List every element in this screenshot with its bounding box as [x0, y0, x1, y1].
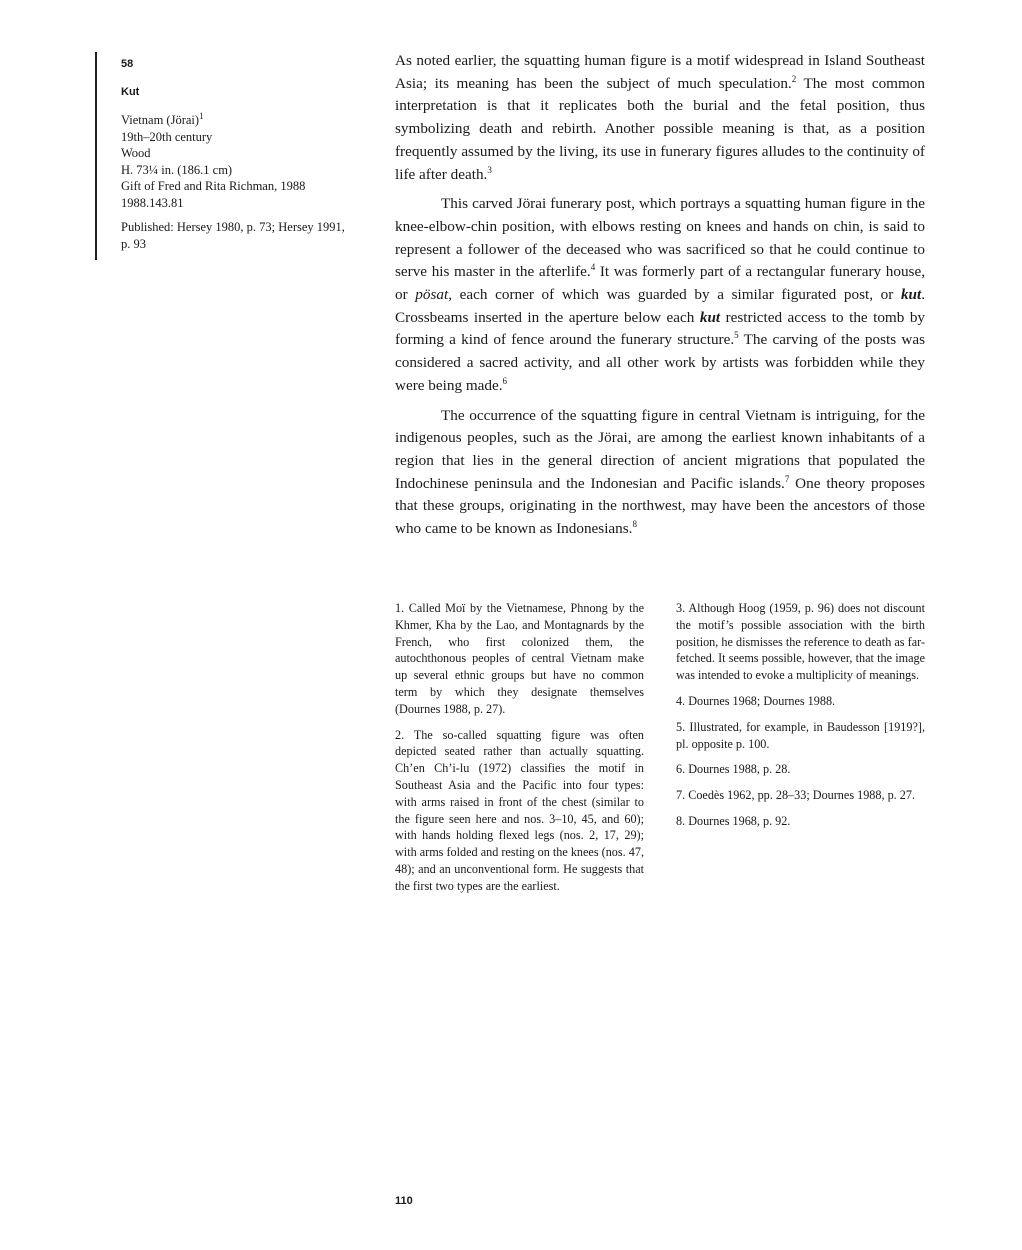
- footnote-2: 2. The so-called squatting figure was often depicted seated rather than actually squatting. Ch’en Ch’i-lu (1972) classifies the motif in Southeast Asia and the Pacific into four types: with arms raised in front of the chest (similar to the figure seen here and nos. 3–10, 45, and 60); with hands holding flexed legs (nos. 2, 17, 29); with arms folded and resting on the knees (nos. 47, 48); and an unconventional form. He suggests that the first two types are the earliest.: [395, 727, 644, 893]
- body-text: [395, 50, 925, 541]
- note-ref: 1: [199, 110, 204, 121]
- body-paragraph-2: This carved Jörai funerary post, which portrays a squatting human figure in the knee-elbow-chin position, with elbows resting on knees and hands on chin, is said to represent a follower of the deceased who was sacrificed so that he could continue to serve his master in the afterlife.$^4$ It was formerly part of a rectangular funerary house, or pösat, each corner of which was guarded by a similar figurated post, or kut. Crossbeams inserted in the aperture below each kut restricted access to the tomb by forming a kind of fence around the funerary structure.$^5$ The carving of the posts was considered a sacred activity, and all other work by artists was forbidden while they were being made.$^6$: [395, 195, 926, 394]
- entry-credit-line: Gift of Fred and Rita Richman, 1988: [121, 179, 306, 193]
- bold-italic-term: kut: [900, 286, 922, 304]
- entry-origin: Vietnam (Jörai)$^1$: [121, 110, 204, 127]
- footnote-7: 7. Coedès 1962, pp. 28–33; Dournes 1988, p. 27.: [676, 788, 915, 803]
- note-ref: 6: [502, 375, 508, 386]
- footnote-6: 6. Dournes 1988, p. 28.: [676, 762, 791, 777]
- note-ref: 2: [791, 73, 797, 84]
- entry-dimensions: H. 73¼ in. (186.1 cm): [121, 162, 233, 177]
- body-paragraph-1: As noted earlier, the squatting human figure is a motif widespread in Island Southeast Asia; its meaning has been the subject of much speculation.$^2$ The most common interpretation is that it replicates both the burial and the fetal position, thus symbolizing death and rebirth. Another possible meaning is that, as a position frequently assumed by the living, its use in funerary figures alludes to the continuity of life after death.$^3$: [395, 52, 925, 183]
- catalog-entry-sidebar: [95, 52, 350, 260]
- entry-date: 19th–20th century: [121, 129, 213, 144]
- entry-accession-number: 1988.143.81: [121, 195, 184, 210]
- entry-number: 58: [121, 58, 134, 70]
- footnote-8: 8. Dournes 1968, p. 92.: [676, 813, 791, 828]
- footnotes: [395, 600, 925, 904]
- footnote-3: 3. Although Hoog (1959, p. 96) does not discount the motif’s possible association with the birth position, he dismisses the reference to death as far-fetched. It seems possible, however, that the image was intended to evoke a multiplicity of meanings.: [676, 601, 925, 683]
- note-ref: 4: [590, 262, 596, 273]
- note-ref: 5: [734, 330, 739, 341]
- entry-metadata: [121, 112, 350, 211]
- body-paragraph-3: The occurrence of the squatting figure in central Vietnam is intriguing, for the indigenous peoples, such as the Jörai, are among the earliest known inhabitants of a region that lies in the general direction of ancient migrations that populated the Indochinese peninsula and the Indonesian and Pacific islands.$^7$ One theory proposes that these groups, originating in the northwest, may have been the ancestors of those who came to be known as Indonesians.$^8$: [395, 406, 925, 538]
- entry-material: Wood: [121, 146, 151, 160]
- footnotes-column-left: [395, 600, 644, 904]
- footnote-5: 5. Illustrated, for example, in Baudesson [1919?], pl. opposite p. 100.: [676, 719, 925, 751]
- footnotes-column-right: [676, 600, 925, 904]
- footnote-4: 4. Dournes 1968; Dournes 1988.: [676, 693, 836, 708]
- bold-italic-term: kut: [699, 308, 721, 326]
- footnote-1: 1. Called Moï by the Vietnamese, Phnong by the Khmer, Kha by the Lao, and Montagnards by the French, who first colonized them, the autochthonous peoples of central Vietnam make up several ethnic groups but have no common term by which they designate themselves (Dournes 1988, p. 27).: [395, 601, 644, 716]
- entry-title: Kut: [121, 86, 140, 98]
- page-number: 110: [395, 1195, 413, 1207]
- note-ref: 3: [487, 164, 492, 175]
- note-ref: 7: [784, 473, 790, 484]
- note-ref: 8: [632, 519, 637, 529]
- italic-term: pösat: [415, 286, 449, 304]
- entry-published: Published: Hersey 1980, p. 73; Hersey 1991, p. 93: [121, 220, 345, 251]
